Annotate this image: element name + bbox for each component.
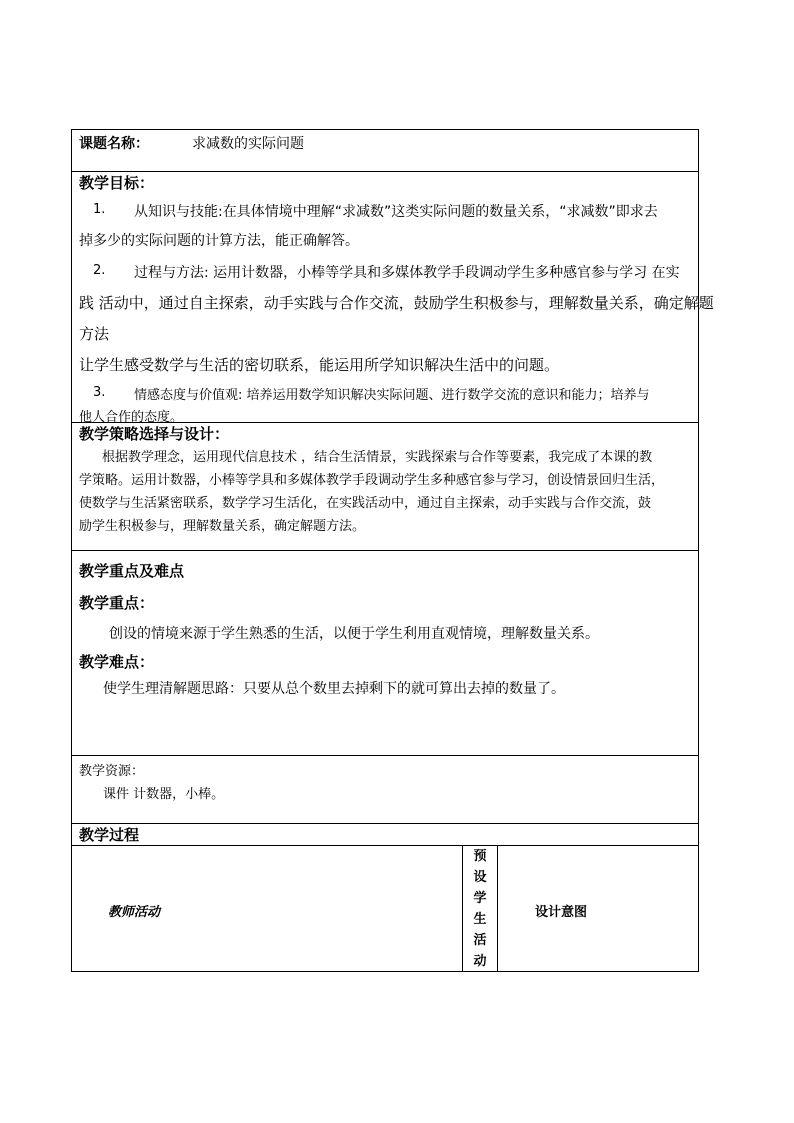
title-row [71,129,699,172]
student-activity-header [463,846,497,972]
student-activity-char: 设 [473,870,487,885]
resources-heading: 教学资源： [79,764,145,779]
objective-text: 情感态度与价值观: 培养运用数学知识解决实际问题、进行数学交流的意识和能力；培养与 [134,388,650,403]
strategy-text: 励学生积极参与，理解数量关系，确定解题方法。 [79,519,366,534]
teacher-activity-header: 教师活动 [108,905,161,920]
objectives-heading: 教学目标： [79,174,155,192]
objectives-section [71,170,714,425]
objective-text: 他人合作的态度。 [79,410,184,425]
objective-text: 践 活动中，通过自主探索，动手实践与合作交流，鼓励学生积极参与，理解数量关系，确定解题 [79,294,714,312]
student-activity-char: 生 [473,912,487,927]
focus-label: 教学重点： [79,594,155,612]
strategy-text: 使数学与生活紧密联系，数学学习生活化，在实践活动中，通过自主探索，动手实践与合作交流，鼓 [79,496,652,511]
design-intent-header: 设计意图 [535,905,588,920]
column-divider [497,846,498,971]
strategy-text: 学策略。运用计数器，小棒等学具和多媒体教学手段调动学生多种感官参与学习，创设情景回归生活， [79,473,665,488]
difficulty-label: 教学难点： [79,653,155,671]
strategy-heading: 教学策略选择与设计： [79,425,230,443]
title-label: 课题名称： [79,136,149,152]
process-columns-row [71,845,699,972]
key-points-heading: 教学重点及难点 [79,562,185,580]
student-activity-char: 学 [473,891,487,906]
student-activity-char: 预 [473,849,487,864]
objective-text: 过程与方法: 运用计数器，小棒等学具和多媒体教学手段调动学生多种感官参与学习 在实 [134,265,680,281]
objective-text: 方法 [79,325,110,343]
process-heading-row [71,823,699,846]
key-points-section [71,550,699,756]
resources-text: 课件 计数器，小棒。 [103,787,225,802]
strategy-text: 根据教学理念，运用现代信息技术 ，结合生活情景，实践探索与合作等要素，我完成了本课的教 [102,450,653,465]
objective-number: 3. [93,385,106,400]
focus-text: 创设的情境来源于学生熟悉的生活，以便于学生利用直观情境，理解数量关系。 [109,626,599,642]
objective-text: 掉多少的实际问题的计算方法，能正确解答。 [79,233,359,249]
student-activity-char: 动 [473,954,487,969]
process-heading: 教学过程 [79,826,140,844]
strategy-section [71,423,699,551]
lesson-title: 求减数的实际问题 [192,136,304,152]
resources-section [71,754,699,824]
objective-text: 从知识与技能:在具体情境中理解“求减数”这类实际问题的数量关系，“求减数”即求去 [134,204,658,220]
difficulty-text: 使学生理清解题思路：只要从总个数里去掉剩下的就可算出去掉的数量了。 [103,681,565,697]
objective-number: 1. [93,202,106,217]
objective-number: 2. [93,263,106,278]
objective-text: 让学生感受数学与生活的密切联系，能运用所学知识解决生活中的问题。 [79,356,560,374]
student-activity-char: 活 [473,933,487,948]
